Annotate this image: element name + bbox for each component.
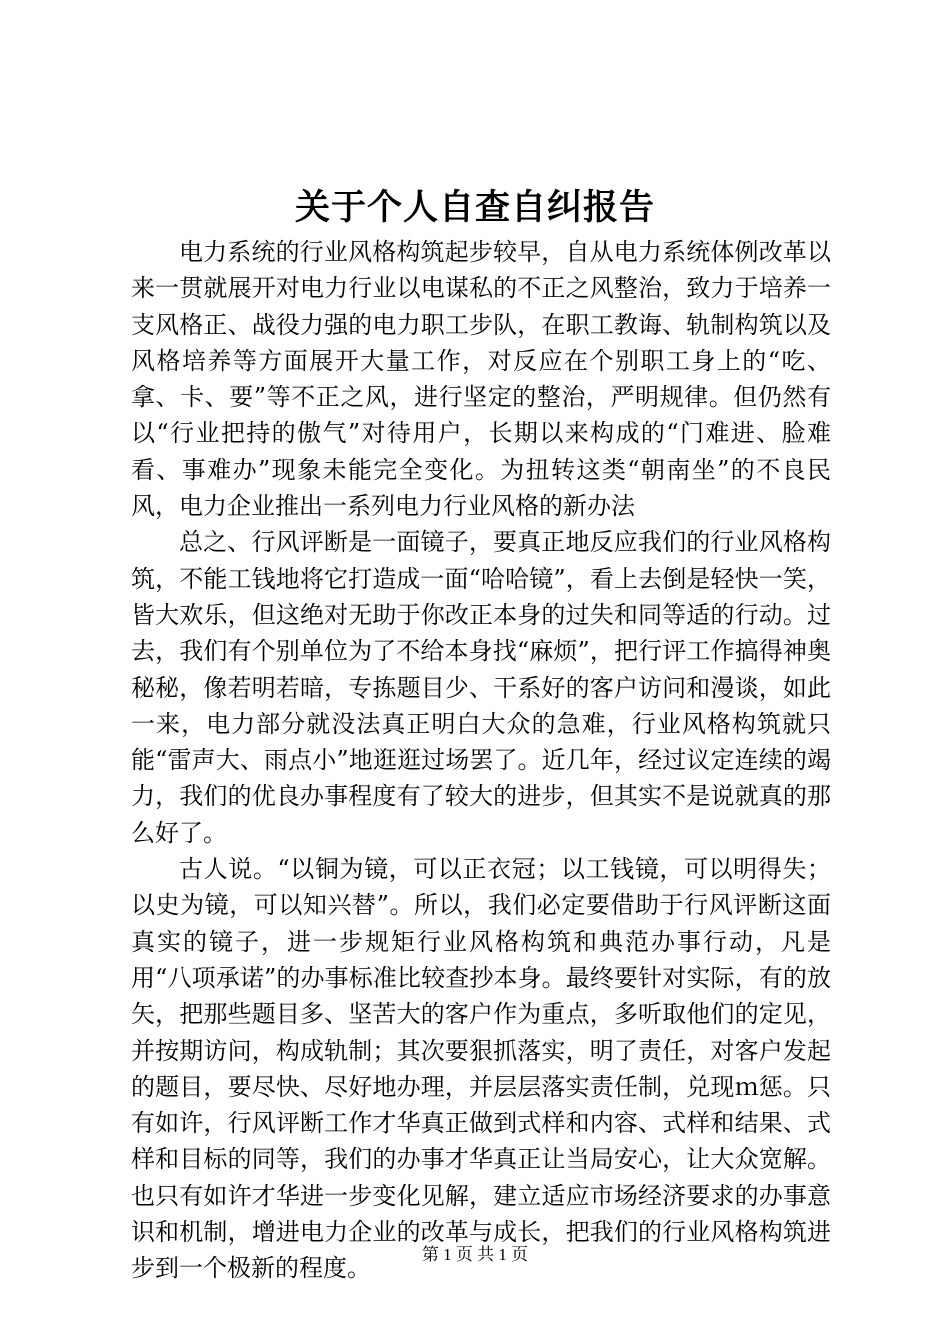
- paragraph: 古人说。“以铜为镜，可以正衣冠；以工钱镜，可以明得失；以史为镜，可以知兴替”。所以，我们必定要借助于行风评断这面真实的镜子，进一步规矩行业风格构筑和典范办事行动，凡是用“八项承诺”的办事标准比较查抄本身。最终要针对实际，有的放矢，把那些题目多、坚苦大的客户作为重点，多听取他们的定见，并按期访问，构成轨制；其次要狠抓落实，明了责任，对客户发起的题目，要尽快、尽好地办理，并层层落实责任制，兑现ｍ惩。只有如许，行风评断工作才华真正做到式样和内容、式样和结果、式样和目标的同等，我们的办事才华真正让当局安心，让大众宽解。也只有如许才华进一步变化见解，建立适应市场经济要求的办事意识和机制，增进电力企业的改革与成长，把我们的行业风格构筑进步到一个极新的程度。: [131, 855, 831, 1283]
- document-body: [131, 234, 831, 1287]
- paragraph: 电力系统的行业风格构筑起步较早，自从电力系统体例改革以来一贯就展开对电力行业以电谋私的不正之风整治，致力于培养一支风格正、战役力强的电力职工步队，在职工教诲、轨制构筑以及风格培养等方面展开大量工作，对反应在个别职工身上的“吃、拿、卡、要”等不正之风，进行坚定的整治，严明规律。但仍然有以“行业把持的傲气”对待用户，长期以来构成的“门难进、脸难看、事难办”现象未能完全变化。为扭转这类“朝南坐”的不良民风，电力企业推出一系列电力行业风格的新办法: [131, 238, 831, 521]
- page-footer: 第 1 页 共 1 页: [421, 1245, 529, 1264]
- document-title: 关于个人自查自纠报告: [294, 187, 655, 228]
- paragraph: 总之、行风评断是一面镜子，要真正地反应我们的行业风格构筑，不能工钱地将它打造成一面“哈哈镜”，看上去倒是轻快一笑，皆大欢乐，但这绝对无助于你改正本身的过失和同等适的行动。过去，我们有个别单位为了不给本身找“麻烦”，把行评工作搞得神奥秘秘，像若明若暗，专拣题目少、干系好的客户访问和漫谈，如此一来，电力部分就没法真正明白大众的急难，行业风格构筑就只能“雷声大、雨点小”地逛逛过场罢了。近几年，经过议定连续的竭力，我们的优良办事程度有了较大的进步，但其实不是说就真的那么好了。: [131, 528, 831, 847]
